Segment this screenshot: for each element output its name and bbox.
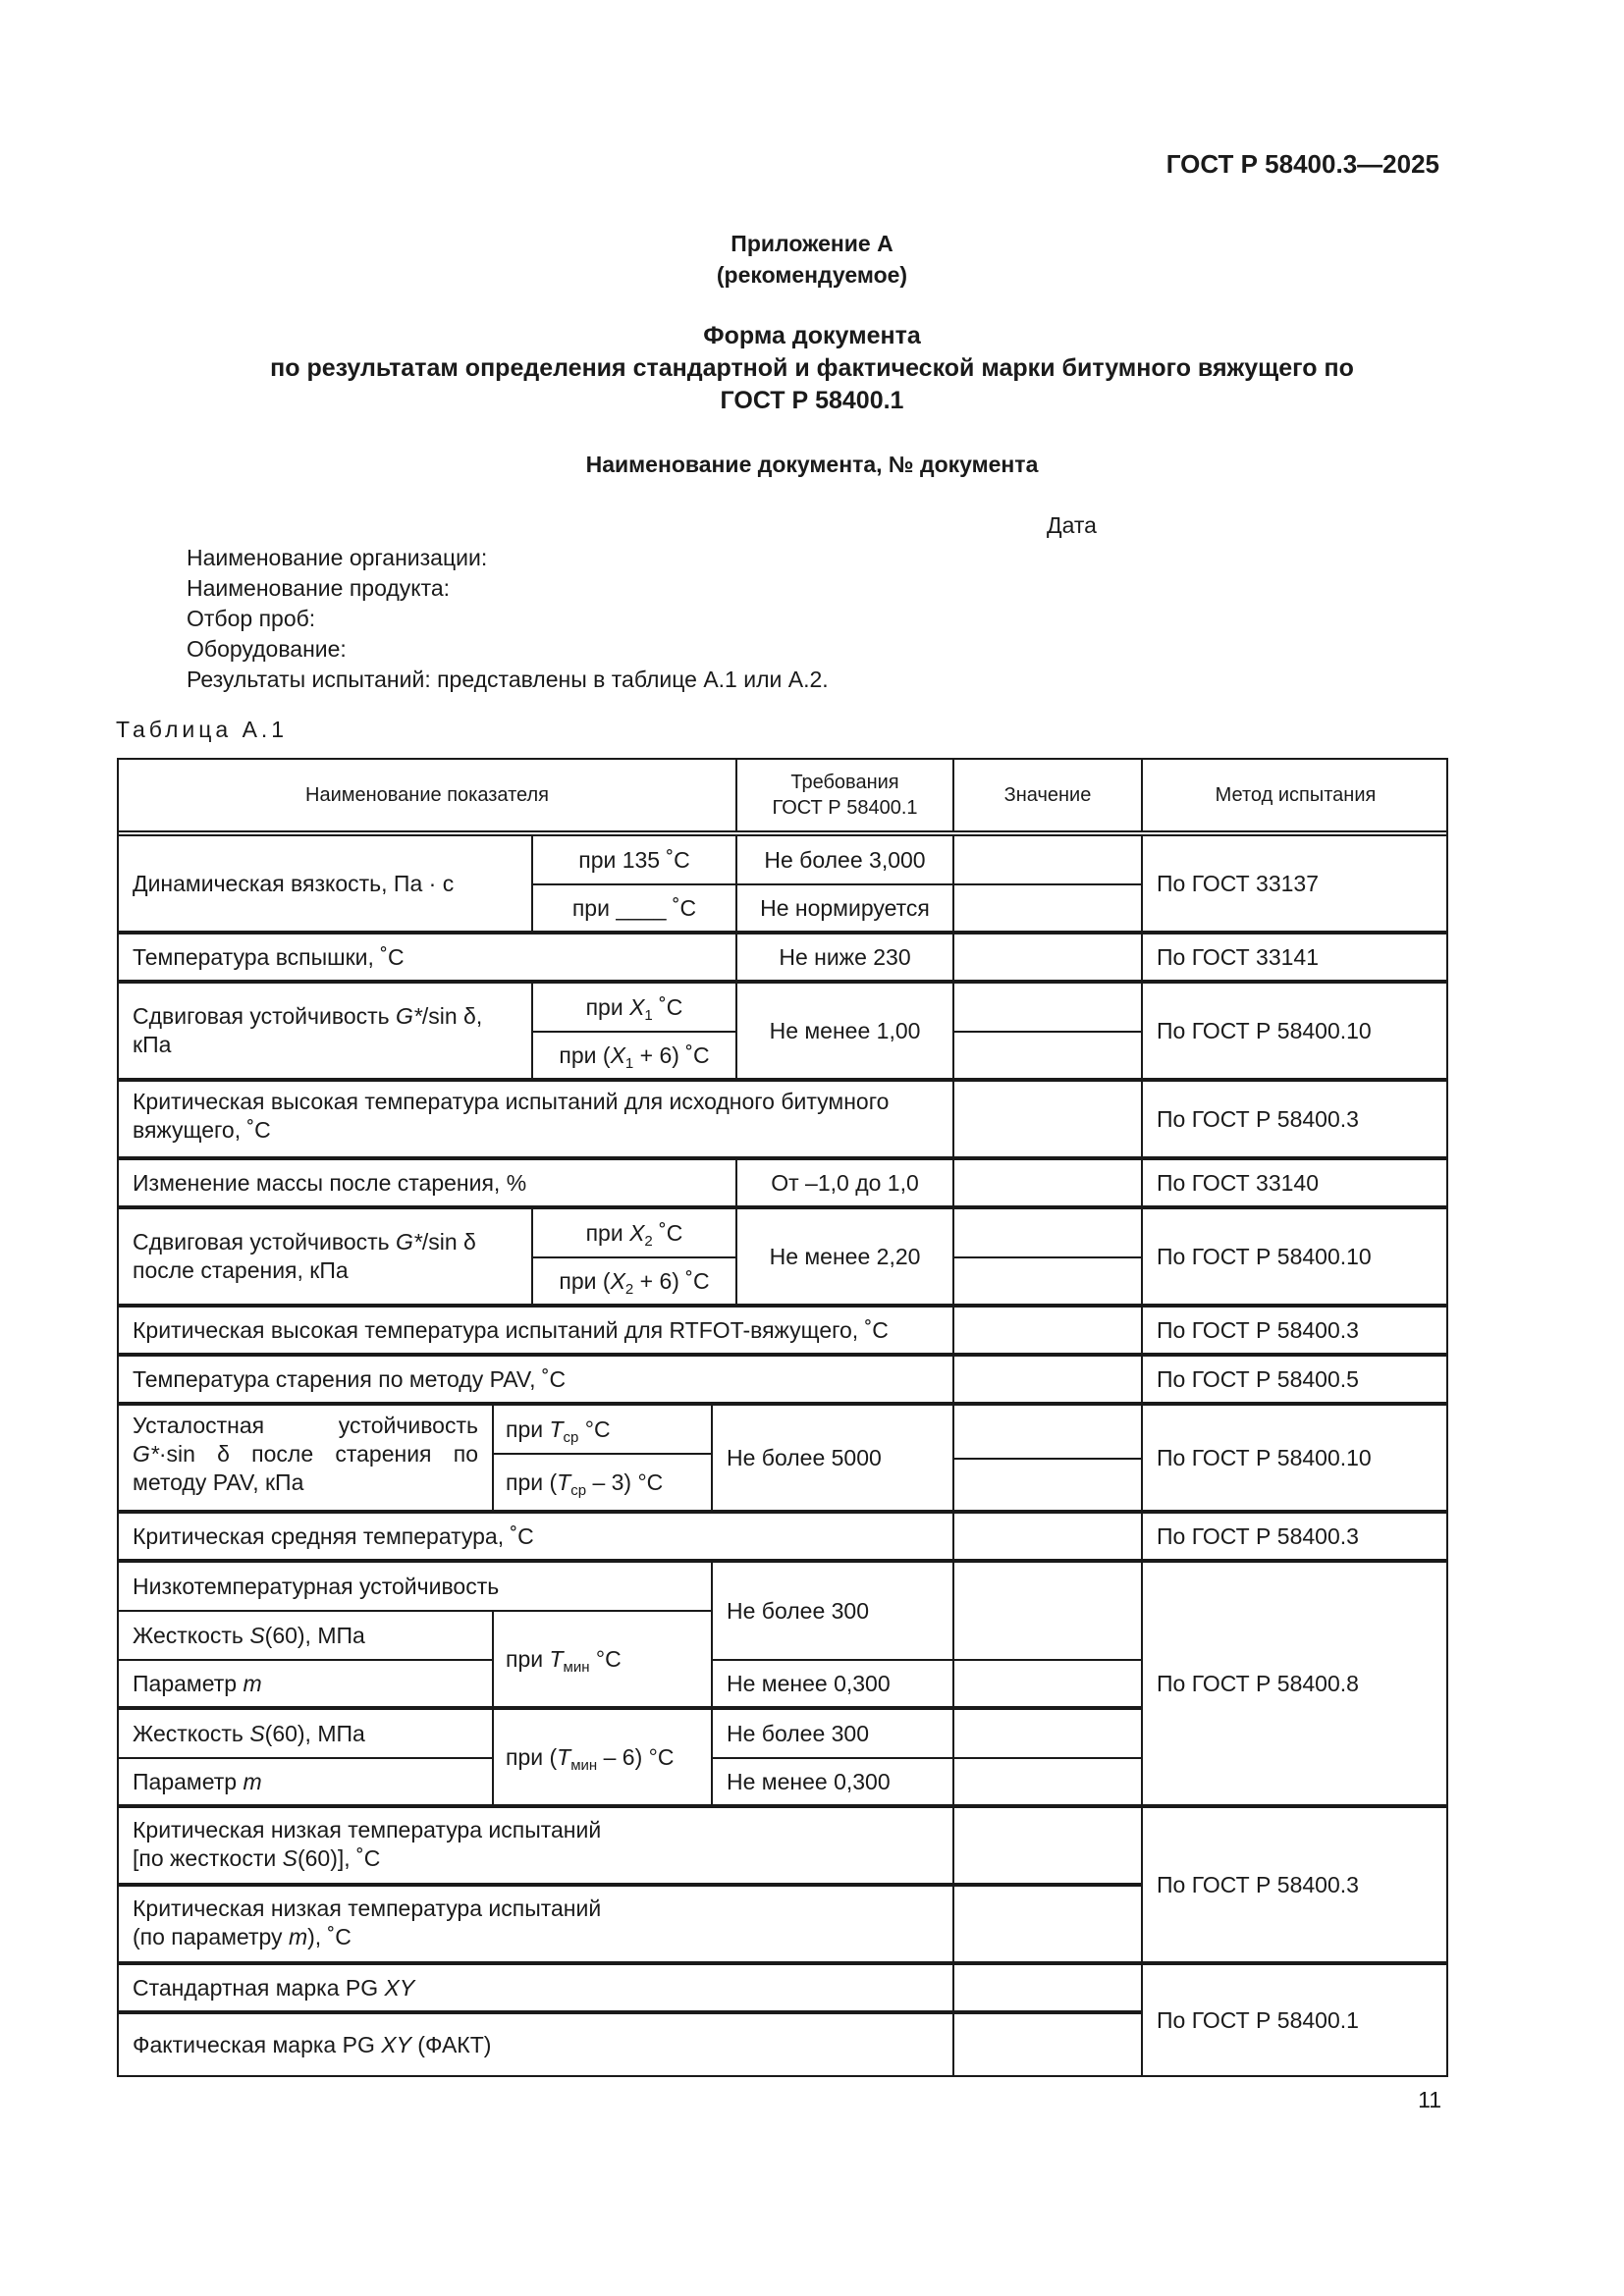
shear1-value1[interactable] [954, 984, 1143, 1033]
crit-high-orig-value[interactable] [954, 1082, 1143, 1160]
header-name: Наименование показателя [119, 760, 737, 832]
dyn-visc-value2[interactable] [954, 885, 1143, 934]
t: при [506, 1645, 550, 1672]
t: при [585, 1219, 630, 1246]
dyn-visc-req2: Не нормируется [737, 885, 954, 934]
t: Критическая низкая температура испытаний [133, 1896, 602, 1921]
t: °С [589, 1645, 622, 1672]
low-temp-param-m2 [119, 1759, 494, 1808]
t: ·sin δ после старения по методу PAV, кПа [133, 1441, 478, 1495]
crit-high-rtfot-value[interactable] [954, 1308, 1143, 1357]
form-title [0, 320, 1624, 417]
shear2-req: Не менее 2,20 [737, 1209, 954, 1308]
low-temp-name: Низкотемпературная устойчивость [119, 1563, 713, 1612]
field-equipment: Оборудование: [187, 636, 347, 662]
t: Критическая низкая температура испытаний [133, 1817, 602, 1842]
crit-low-stiff-value[interactable] [954, 1808, 1143, 1887]
t: (60), МПа [264, 1622, 365, 1648]
t: G* [133, 1441, 159, 1467]
shear1-name-text: Сдвиговая устойчивость [133, 1003, 397, 1029]
low-temp-value-stiff2[interactable] [954, 1710, 1143, 1759]
t: Параметр [133, 1768, 244, 1794]
crit-mid-value[interactable] [954, 1514, 1143, 1563]
t: при [506, 1415, 550, 1442]
t: ˚С [652, 1219, 683, 1246]
t: S [249, 1622, 265, 1648]
low-temp-stiffness1 [119, 1612, 494, 1661]
low-temp-cond2 [494, 1710, 713, 1808]
low-temp-param-m1 [119, 1661, 494, 1710]
field-results: Результаты испытаний: представлены в таблице А.1 или А.2. [187, 667, 829, 692]
flash-value[interactable] [954, 934, 1143, 984]
appendix-subtitle: (рекомендуемое) [716, 262, 908, 288]
t: /sin δ после старения, кПа [133, 1229, 476, 1283]
crit-low-stiff-name [119, 1808, 954, 1887]
crit-high-rtfot-name: Критическая высокая температура испытаний для RTFOT-вяжущего, ˚С [119, 1308, 954, 1357]
mass-change-value[interactable] [954, 1160, 1143, 1209]
crit-low-m-name [119, 1887, 954, 1965]
t: при ( [506, 1468, 558, 1495]
std-grade-value[interactable] [954, 1965, 1143, 2014]
field-product: Наименование продукта: [187, 575, 451, 601]
t: m [243, 1768, 262, 1794]
t: X [629, 1219, 645, 1246]
dyn-visc-method: По ГОСТ 33137 [1143, 836, 1448, 934]
low-temp-req-stiff1: Не более 300 [713, 1563, 954, 1661]
t: Жесткость [133, 1622, 250, 1648]
field-organization: Наименование организации: [187, 545, 488, 570]
grade-method: По ГОСТ Р 58400.1 [1157, 2006, 1359, 2033]
t: (60), МПа [264, 1720, 365, 1746]
page-number: 11 [1418, 2087, 1441, 2112]
low-temp-req-m2: Не менее 0,300 [713, 1759, 954, 1808]
low-temp-req-stiff2: Не более 300 [713, 1710, 954, 1759]
t: X [629, 993, 645, 1020]
low-temp-value-m2[interactable] [954, 1759, 1143, 1808]
crit-mid-name: Критическая средняя температура, ˚С [119, 1514, 954, 1563]
crit-low-m-value[interactable] [954, 1887, 1143, 1965]
t: S [249, 1720, 265, 1746]
shear2-value1[interactable] [954, 1209, 1143, 1258]
t: при ( [506, 1743, 558, 1770]
table-caption: Таблица А.1 [116, 717, 289, 742]
t: (60)], ˚С [297, 1845, 381, 1871]
t: – 6) °С [597, 1743, 675, 1770]
t: ср [570, 1481, 587, 1499]
dyn-visc-req1: Не более 3,000 [737, 836, 954, 885]
t: T [549, 1415, 564, 1442]
t: T [549, 1645, 564, 1672]
t: m [243, 1670, 262, 1696]
shear2-name [119, 1209, 533, 1308]
t: Стандартная марка PG [133, 1974, 385, 2001]
form-title-line: по результатам определения стандартной и фактической марки битумного вяжущего по [270, 354, 1354, 382]
form-fields [187, 543, 829, 695]
crit-high-orig-name: Критическая высокая температура испытаний для исходного битумного вяжущего, ˚С [119, 1082, 954, 1160]
low-temp-stiffness2 [119, 1710, 494, 1759]
fatigue-cond2 [494, 1455, 713, 1514]
shear1-name [119, 984, 533, 1082]
header-value: Значение [954, 760, 1143, 832]
shear1-method: По ГОСТ Р 58400.10 [1143, 984, 1448, 1082]
appendix-heading [0, 228, 1624, 291]
t: [по жесткости [133, 1845, 283, 1871]
shear1-value2[interactable] [954, 1033, 1143, 1082]
results-table [117, 758, 1448, 2077]
t: мин [570, 1756, 598, 1774]
t: 1 [644, 1006, 653, 1024]
t: при ( [559, 1267, 611, 1294]
mass-change-req: От –1,0 до 1,0 [737, 1160, 954, 1209]
mass-change-name: Изменение массы после старения, % [119, 1160, 737, 1209]
t: 2 [644, 1232, 653, 1250]
crit-mid-method: По ГОСТ Р 58400.3 [1143, 1514, 1448, 1563]
pav-temp-method: По ГОСТ Р 58400.5 [1143, 1357, 1448, 1406]
t: S [282, 1845, 298, 1871]
t: ˚С [652, 993, 683, 1020]
form-title-line: ГОСТ Р 58400.1 [720, 387, 904, 414]
form-title-line: Форма документа [703, 322, 921, 349]
shear1-name-g: G* [396, 1003, 422, 1029]
t: + 6) ˚С [633, 1041, 710, 1068]
t: X [610, 1041, 625, 1068]
t: 1 [624, 1054, 634, 1072]
date-label: Дата [1047, 512, 1097, 538]
crit-low-method: По ГОСТ Р 58400.3 [1143, 1808, 1448, 1965]
flash-req: Не ниже 230 [737, 934, 954, 984]
document-code: ГОСТ Р 58400.3—2025 [1165, 149, 1439, 179]
crit-high-orig-method: По ГОСТ Р 58400.3 [1143, 1082, 1448, 1160]
fatigue-value2[interactable] [954, 1460, 1143, 1514]
t: ср [563, 1428, 579, 1446]
shear2-cond1 [533, 1209, 737, 1258]
t: 2 [624, 1280, 634, 1298]
low-temp-value-m1[interactable] [954, 1661, 1143, 1710]
fatigue-value1[interactable] [954, 1406, 1143, 1460]
t: (по параметру [133, 1924, 289, 1949]
t: + 6) ˚С [633, 1267, 710, 1294]
fatigue-req: Не более 5000 [713, 1406, 954, 1514]
shear1-cond1 [533, 984, 737, 1033]
shear1-cond2 [533, 1033, 737, 1082]
t: T [557, 1743, 571, 1770]
shear2-method: По ГОСТ Р 58400.10 [1143, 1209, 1448, 1308]
t: Параметр [133, 1670, 244, 1696]
flash-name: Температура вспышки, ˚С [119, 934, 737, 984]
t: m [288, 1924, 308, 1949]
t: при ( [559, 1041, 611, 1068]
std-grade-name [119, 1965, 954, 2014]
t: Жесткость [133, 1720, 250, 1746]
low-temp-req-m1: Не менее 0,300 [713, 1661, 954, 1710]
dyn-visc-value1[interactable] [954, 836, 1143, 885]
dyn-visc-cond1: при 135 ˚С [533, 836, 737, 885]
header-requirements [737, 760, 954, 832]
low-temp-cond1 [494, 1612, 713, 1710]
fact-grade-name [119, 2014, 954, 2075]
document-name-heading: Наименование документа, № документа [585, 452, 1039, 477]
low-temp-value-stiff1[interactable] [954, 1563, 1143, 1661]
shear1-req: Не менее 1,00 [737, 984, 954, 1082]
t: Фактическая марка PG [133, 2031, 382, 2057]
t: G* [396, 1229, 422, 1255]
t: T [557, 1468, 571, 1495]
t: Сдвиговая устойчивость [133, 1229, 397, 1255]
header-req-line2: ГОСТ Р 58400.1 [772, 797, 918, 819]
t: X [610, 1267, 625, 1294]
fatigue-method: По ГОСТ Р 58400.10 [1143, 1406, 1448, 1514]
t: °С [578, 1415, 611, 1442]
header-req-line1: Требования [790, 772, 899, 793]
fatigue-name [119, 1406, 494, 1514]
pav-temp-name: Температура старения по методу PAV, ˚С [119, 1357, 954, 1406]
t: ), ˚С [307, 1924, 352, 1949]
t: мин [563, 1658, 590, 1676]
crit-high-rtfot-method: По ГОСТ Р 58400.3 [1143, 1308, 1448, 1357]
shear1-name-text2: /sin δ, кПа [133, 1003, 483, 1057]
t: XY [384, 1974, 415, 2001]
field-sampling: Отбор проб: [187, 606, 316, 631]
pav-temp-value[interactable] [954, 1357, 1143, 1406]
t: XY [381, 2031, 411, 2057]
mass-change-method: По ГОСТ 33140 [1143, 1160, 1448, 1209]
t: (ФАКТ) [410, 2031, 492, 2057]
fatigue-cond1 [494, 1406, 713, 1455]
fact-grade-value[interactable] [954, 2014, 1143, 2075]
dyn-visc-cond2: при ____ ˚С [533, 885, 737, 934]
dyn-visc-name: Динамическая вязкость, Па · с [119, 836, 533, 934]
t: – 3) °С [586, 1468, 664, 1495]
appendix-title: Приложение А [731, 231, 893, 256]
flash-method: По ГОСТ 33141 [1143, 934, 1448, 984]
low-temp-method: По ГОСТ Р 58400.8 [1143, 1563, 1448, 1808]
shear2-cond2 [533, 1258, 737, 1308]
header-method: Метод испытания [1143, 760, 1448, 832]
t: Усталостная устойчивость [133, 1413, 478, 1438]
shear2-value2[interactable] [954, 1258, 1143, 1308]
t: при [585, 993, 630, 1020]
